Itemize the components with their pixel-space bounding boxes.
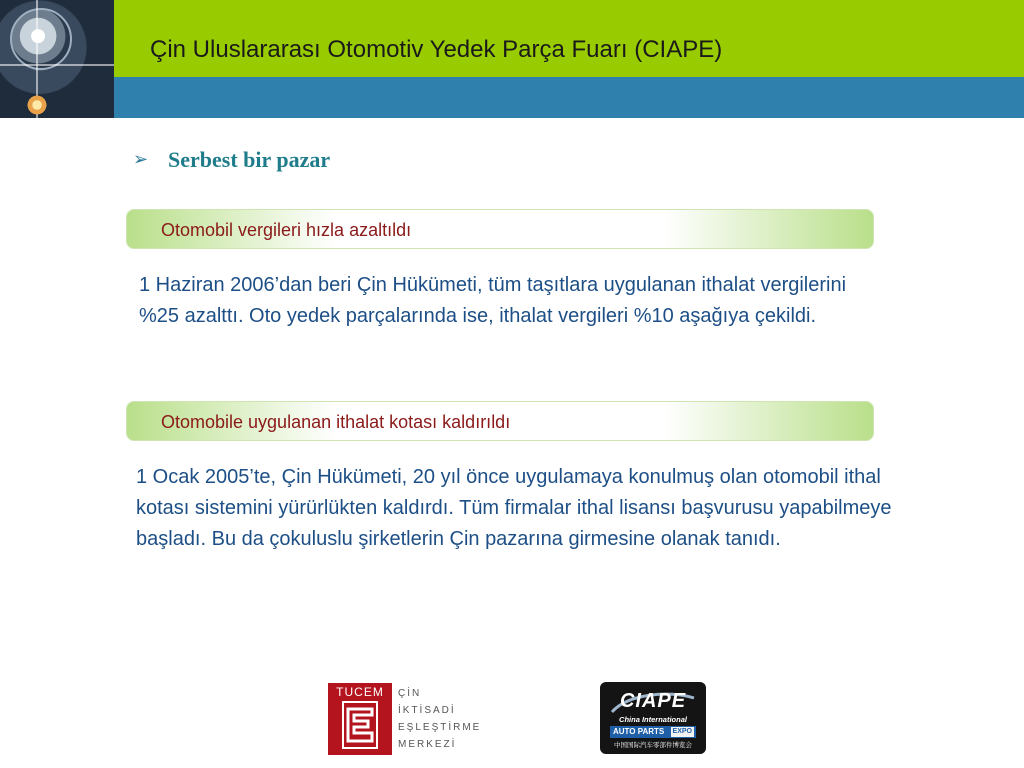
ciape-logo-subtitle: China International bbox=[619, 715, 687, 724]
header-blue-band bbox=[114, 77, 1024, 118]
tucem-logo-line: EŞLEŞTİRME bbox=[398, 722, 482, 733]
tucem-logo-line: MERKEZİ bbox=[398, 739, 457, 750]
ciape-logo bbox=[600, 682, 706, 754]
tucem-logo-line: İKTİSADİ bbox=[398, 705, 456, 716]
subheading-box bbox=[126, 401, 874, 441]
ciape-logo-parts: AUTO PARTS bbox=[613, 727, 665, 736]
body-paragraph: 1 Ocak 2005’te, Çin Hükümeti, 20 yıl önce uygulamaya konulmuş olan otomobil ithal kotası sistemini yürürlükten kaldırdı. Tüm firmalar ithal lisansı başvurusu yapabilmeye başladı. Bu da çokuluslu şirketlerin Çin pazarına girmesine olanak tanıdı. bbox=[136, 466, 892, 550]
tucem-logo-mark bbox=[328, 683, 392, 755]
subheading-label: Otomobile uygulanan ithalat kotası kaldırıldı bbox=[161, 412, 511, 432]
tucem-logo-line: ÇİN bbox=[398, 688, 422, 699]
light-glow-graphic bbox=[26, 94, 48, 116]
header-car-headlight-image bbox=[0, 0, 114, 118]
headlight-graphic bbox=[10, 8, 72, 70]
tucem-logo-text bbox=[398, 685, 481, 753]
arrow-bullet-icon: ➢ bbox=[133, 149, 149, 170]
section-heading: Serbest bir pazar bbox=[168, 147, 331, 172]
subheading-box bbox=[126, 209, 874, 249]
tucem-emblem-icon bbox=[342, 701, 378, 749]
decorative-line bbox=[0, 64, 114, 66]
ciape-logo-expo: EXPO bbox=[672, 728, 692, 735]
body-paragraph: 1 Haziran 2006’dan beri Çin Hükümeti, tüm taşıtlara uygulanan ithalat vergilerini %25 azalttı. Oto yedek parçalarında ise, ithalat vergileri %10 aşağıya çekildi. bbox=[139, 274, 847, 327]
subheading-label: Otomobil vergileri hızla azaltıldı bbox=[161, 220, 412, 240]
tucem-logo-name: TUCEM bbox=[336, 685, 384, 699]
tucem-logo bbox=[328, 683, 498, 755]
ciape-logo-parts-band bbox=[610, 726, 696, 738]
ciape-logo-chinese: 中国国际汽车零部件博览会 bbox=[614, 741, 692, 749]
page-title: Çin Uluslararası Otomotiv Yedek Parça Fuarı (CIAPE) bbox=[150, 36, 723, 63]
ciape-logo-name: CIAPE bbox=[619, 690, 687, 712]
